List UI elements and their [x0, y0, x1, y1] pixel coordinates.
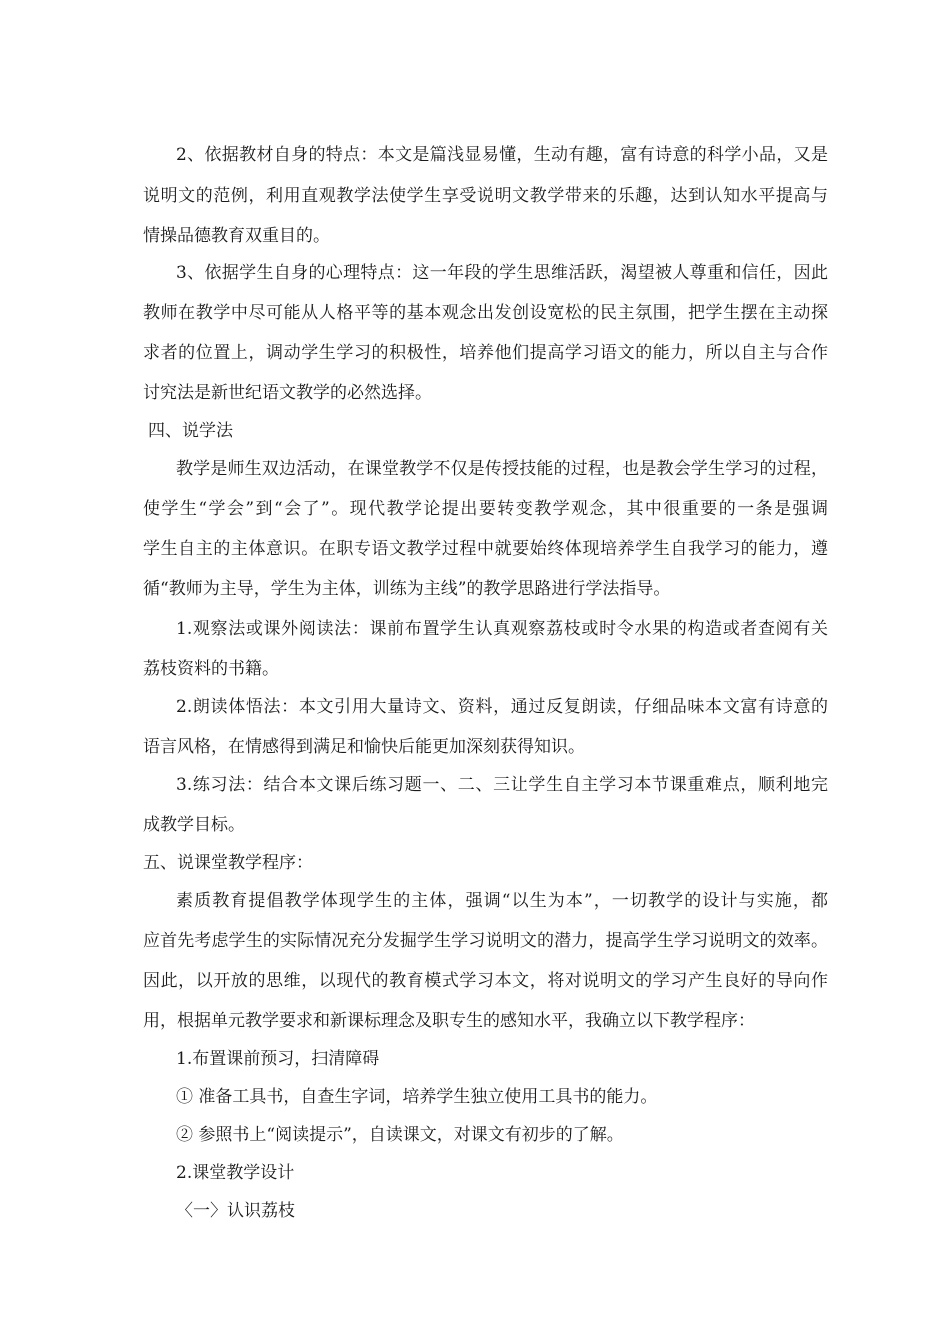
text-line: 3.练习法：结合本文课后练习题一、二、三让学生自主学习本节课重难点，顺利地完: [176, 775, 828, 795]
text-line: 荔枝资料的书籍。: [143, 659, 279, 679]
text-line: 情操品德教育双重目的。: [143, 226, 330, 246]
text-line: 成教学目标。: [143, 815, 245, 835]
text-line: 讨究法是新世纪语文教学的必然选择。: [143, 383, 432, 403]
text-line: 应首先考虑学生的实际情况充分发掘学生学习说明文的潜力，提高学生学习说明文的效率。: [143, 931, 828, 951]
text-line: 教学是师生双边活动，在课堂教学不仅是传授技能的过程，也是教会学生学习的过程，: [176, 459, 828, 479]
text-line: 1.观察法或课外阅读法：课前布置学生认真观察荔枝或时令水果的构造或者查阅有关: [176, 619, 828, 639]
list-item: 〈一〉认识荔枝: [176, 1201, 295, 1221]
text-line: 用，根据单元教学要求和新课标理念及职专生的感知水平，我确立以下教学程序：: [143, 1011, 755, 1031]
section-heading: 四、说学法: [148, 421, 233, 441]
text-line: 循“教师为主导，学生为主体，训练为主线”的教学思路进行学法指导。: [143, 579, 671, 599]
list-item: ① 准备工具书，自查生字词，培养学生独立使用工具书的能力。: [176, 1087, 658, 1107]
text-line: 求者的位置上，调动学生学习的积极性，培养他们提高学习语文的能力，所以自主与合作: [143, 343, 828, 363]
text-line: 教师在教学中尽可能从人格平等的基本观念出发创设宽松的民主氛围，把学生摆在主动探: [143, 303, 828, 323]
list-item: 2.课堂教学设计: [176, 1163, 295, 1183]
text-line: 学生自主的主体意识。在职专语文教学过程中就要始终体现培养学生自我学习的能力，遵: [143, 539, 828, 559]
text-line: 3、依据学生自身的心理特点：这一年段的学生思维活跃，渴望被人尊重和信任，因此: [176, 263, 828, 283]
text-line: 素质教育提倡教学体现学生的主体，强调“以生为本”，一切教学的设计与实施，都: [176, 891, 828, 911]
list-item: 1.布置课前预习，扫清障碍: [176, 1049, 380, 1069]
text-line: 2、依据教材自身的特点：本文是篇浅显易懂，生动有趣，富有诗意的科学小品，又是: [176, 145, 828, 165]
text-line: 语言风格，在情感得到满足和愉快后能更加深刻获得知识。: [143, 737, 585, 757]
text-line: 使学生“学会”到“会了”。现代教学论提出要转变教学观念，其中很重要的一条是强调: [143, 499, 828, 519]
list-item: ② 参照书上“阅读提示”，自读课文，对课文有初步的了解。: [176, 1125, 624, 1145]
section-heading: 五、说课堂教学程序：: [143, 853, 313, 873]
text-line: 因此，以开放的思维，以现代的教育模式学习本文，将对说明文的学习产生良好的导向作: [143, 971, 828, 991]
text-line: 2.朗读体悟法：本文引用大量诗文、资料，通过反复朗读，仔细品味本文富有诗意的: [176, 697, 828, 717]
text-line: 说明文的范例，利用直观教学法使学生享受说明文教学带来的乐趣，达到认知水平提高与: [143, 186, 828, 206]
